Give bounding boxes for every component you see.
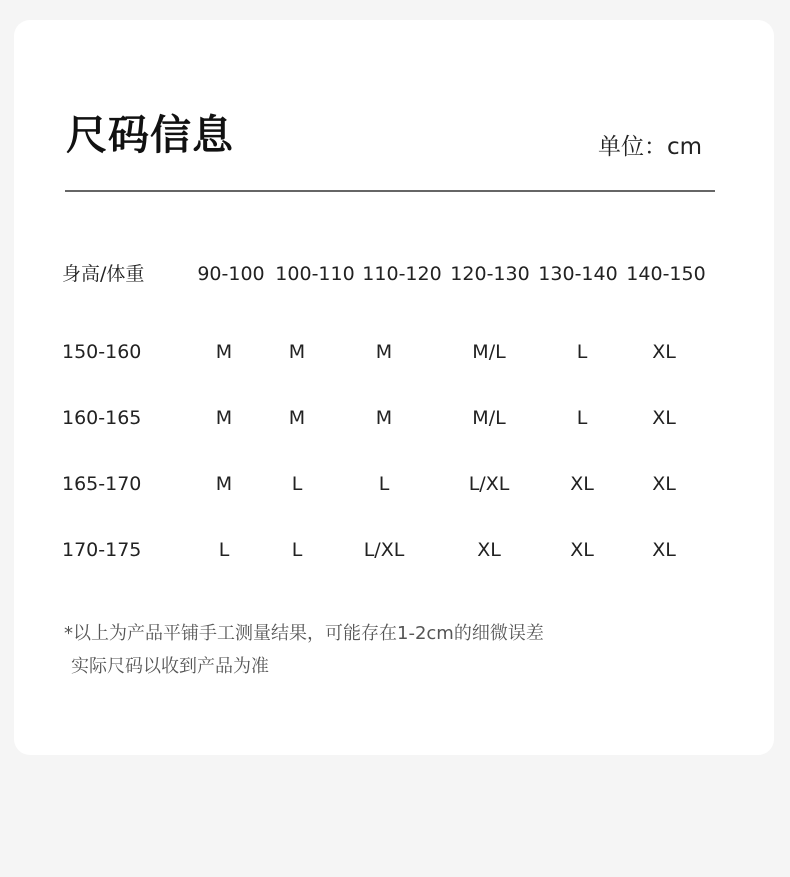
size-info-card	[14, 20, 774, 755]
size-cell: M	[375, 341, 393, 363]
height-label: 170-175	[62, 539, 142, 561]
size-cell: L/XL	[468, 473, 510, 495]
size-cell: XL	[652, 407, 676, 429]
size-cell: L	[576, 407, 588, 429]
unit-label: 单位：cm	[597, 134, 702, 160]
size-cell: M	[288, 341, 306, 363]
size-cell: L	[291, 539, 303, 561]
height-label: 165-170	[62, 473, 142, 495]
height-label: 160-165	[62, 407, 142, 429]
size-cell: M	[215, 341, 233, 363]
size-cell: L	[291, 473, 303, 495]
measurement-note: *以上为产品平铺手工测量结果，可能存在1-2cm的细微误差	[64, 623, 544, 644]
size-cell: XL	[652, 539, 676, 561]
size-cell: XL	[570, 473, 594, 495]
column-header: 140-150	[626, 263, 706, 285]
size-cell: L	[576, 341, 588, 363]
size-cell: XL	[652, 473, 676, 495]
size-cell: M/L	[472, 341, 506, 363]
title-divider	[65, 190, 715, 192]
size-cell: L	[378, 473, 390, 495]
size-cell: XL	[570, 539, 594, 561]
column-header: 110-120	[362, 263, 442, 285]
size-cell: XL	[477, 539, 501, 561]
size-cell: L	[218, 539, 230, 561]
size-cell: M	[288, 407, 306, 429]
corner-header: 身高/体重	[62, 263, 145, 285]
size-cell: L/XL	[363, 539, 405, 561]
page-title: 尺码信息	[66, 111, 234, 159]
size-cell: M	[215, 407, 233, 429]
column-header: 100-110	[275, 263, 355, 285]
column-header: 90-100	[197, 263, 265, 285]
size-note: 实际尺码以收到产品为准	[71, 656, 269, 677]
height-label: 150-160	[62, 341, 142, 363]
size-cell: M	[215, 473, 233, 495]
column-header: 120-130	[450, 263, 530, 285]
size-cell: XL	[652, 341, 676, 363]
size-cell: M	[375, 407, 393, 429]
size-cell: M/L	[472, 407, 506, 429]
column-header: 130-140	[538, 263, 618, 285]
